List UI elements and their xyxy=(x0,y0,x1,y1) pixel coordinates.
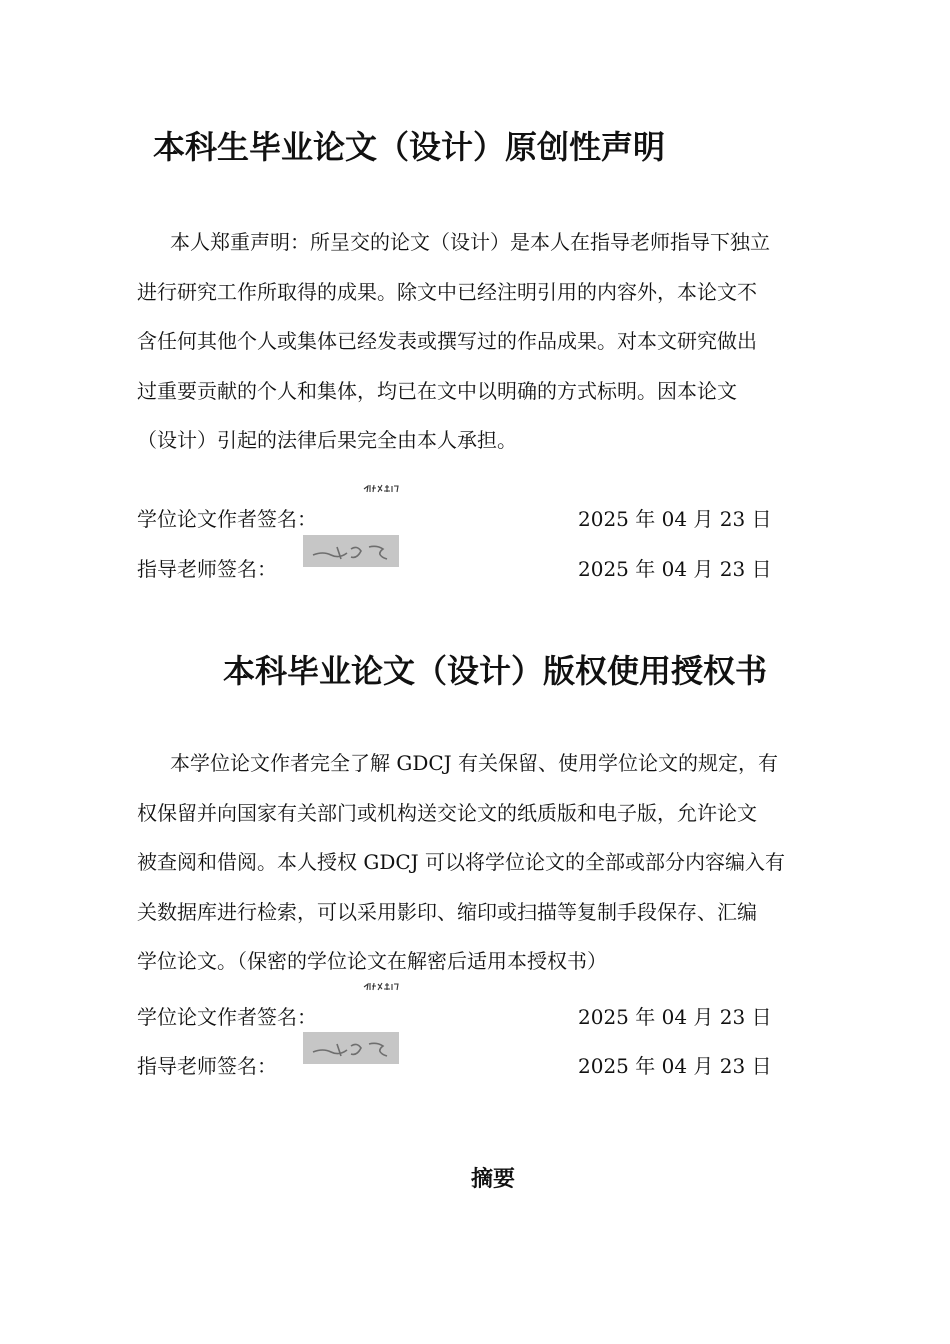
paragraph-line: 本人郑重声明：所呈交的论文（设计）是本人在指导老师指导下独立 xyxy=(170,230,770,254)
author-signature-label: 学位论文作者签名： xyxy=(137,507,317,531)
paragraph-line: 含任何其他个人或集体已经发表或撰写过的作品成果。对本文研究做出 xyxy=(137,329,757,353)
paragraph-line: 权保留并向国家有关部门或机构送交论文的纸质版和电子版，允许论文 xyxy=(137,800,757,825)
declaration-paragraph xyxy=(137,218,852,466)
author-signature-date: 2025 年 04 月 23 日 xyxy=(578,507,772,531)
author-signature-row xyxy=(137,504,857,534)
paragraph-line: 被查阅和借阅。本人授权 GDCJ 可以将学位论文的全部或部分内容编入有 xyxy=(137,850,786,874)
author-signature-image xyxy=(361,482,401,494)
abstract-heading: 摘要 xyxy=(470,1167,515,1192)
authorization-paragraph xyxy=(137,739,852,987)
paragraph-line: 进行研究工作所取得的成果。除文中已经注明引用的内容外，本论文不 xyxy=(137,279,757,304)
paragraph-line: 过重要贡献的个人和集体，均已在文中以明确的方式标明。因本论文 xyxy=(137,378,737,403)
paragraph-line: 本学位论文作者完全了解 GDCJ 有关保留、使用学位论文的规定，有 xyxy=(170,751,779,775)
advisor-signature-row xyxy=(137,554,857,584)
advisor-signature-label: 指导老师签名： xyxy=(137,557,277,581)
advisor-signature-row xyxy=(137,1051,857,1081)
author-signature-label: 学位论文作者签名： xyxy=(137,1005,317,1029)
author-signature-image xyxy=(361,980,401,992)
advisor-signature-image xyxy=(303,1032,399,1064)
authorization-title: 本科毕业论文（设计）版权使用授权书 xyxy=(222,652,767,690)
author-signature-row xyxy=(137,1002,857,1032)
paragraph-line: 关数据库进行检索，可以采用影印、缩印或扫描等复制手段保存、汇编 xyxy=(137,899,757,924)
paragraph-line: 学位论文。（保密的学位论文在解密后适用本授权书） xyxy=(137,949,607,973)
declaration-title: 本科生毕业论文（设计）原创性声明 xyxy=(153,128,666,166)
advisor-signature-date: 2025 年 04 月 23 日 xyxy=(578,557,772,581)
advisor-signature-label: 指导老师签名： xyxy=(137,1054,277,1078)
author-signature-date: 2025 年 04 月 23 日 xyxy=(578,1005,772,1029)
paragraph-line: （设计）引起的法律后果完全由本人承担。 xyxy=(137,428,517,452)
advisor-signature-date: 2025 年 04 月 23 日 xyxy=(578,1054,772,1078)
advisor-signature-image xyxy=(303,535,399,567)
